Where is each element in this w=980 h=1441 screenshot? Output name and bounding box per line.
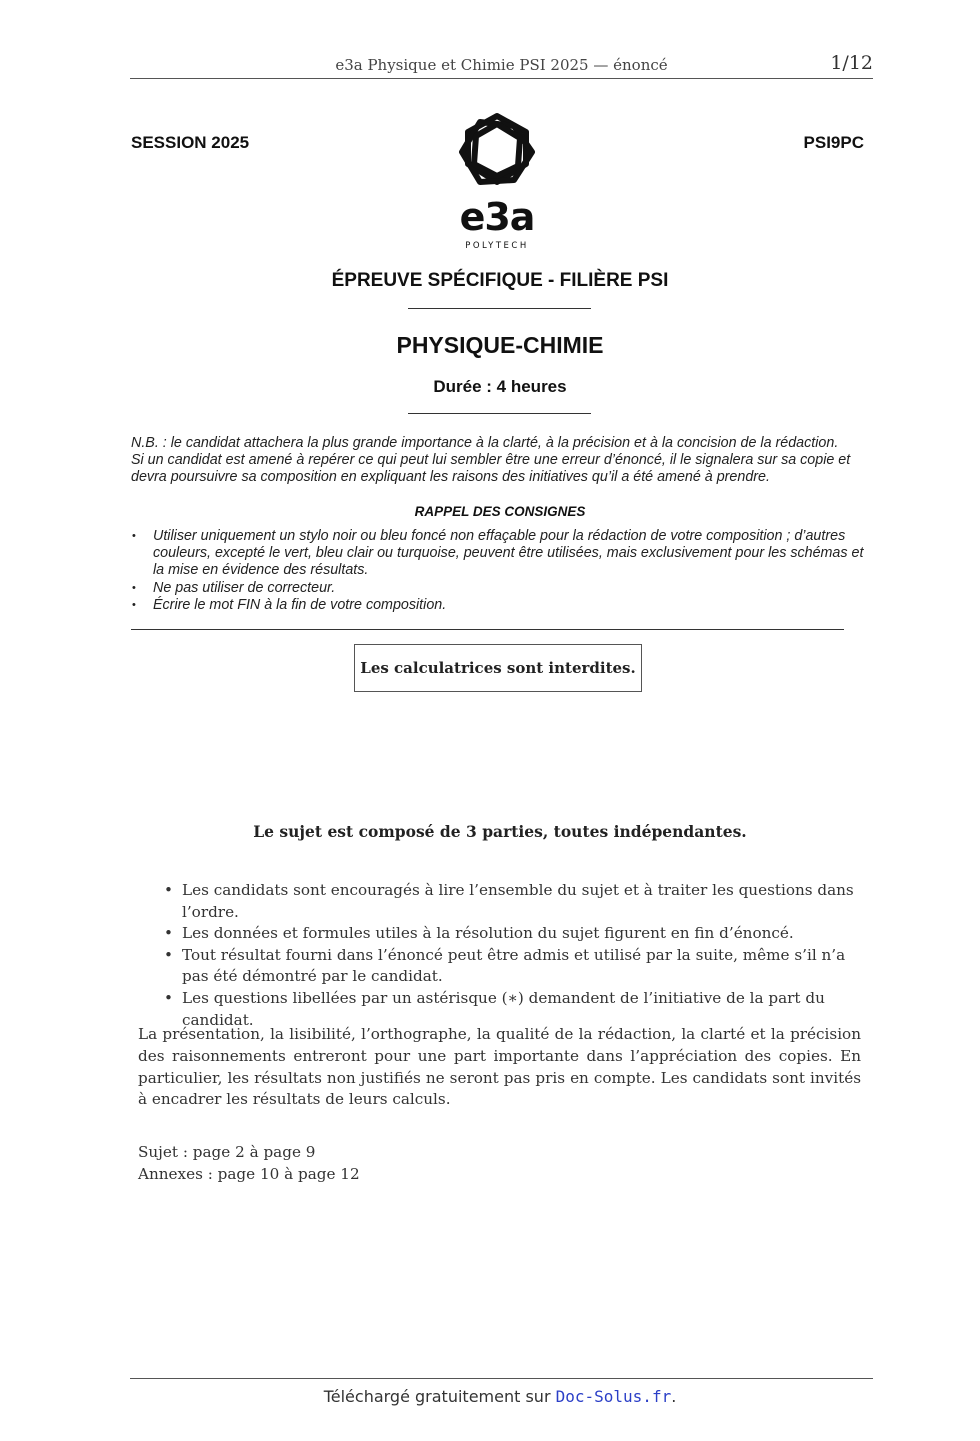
rule-text: Les données et formules utiles à la résolution du sujet figurent en fin d’énoncé. <box>182 924 794 943</box>
consigne-text: Écrire le mot FIN à la fin de votre composition. <box>153 596 447 613</box>
consignes-list <box>131 528 876 614</box>
rule-text: Les questions libellées par un astérisque (∗) demandent de l’initiative de la part du candidat. <box>182 988 825 1029</box>
consigne-item <box>131 597 876 614</box>
logo-wordmark: e3a <box>459 195 535 239</box>
bullet-icon: • <box>132 530 136 542</box>
rule-item <box>162 945 867 988</box>
calculators-notice-box: Les calculatrices sont interdites. <box>354 644 642 692</box>
nb-line: N.B. : le candidat attachera la plus grande importance à la clarté, à la précision et à la concision de la rédaction. <box>131 435 839 451</box>
footer <box>0 1387 980 1406</box>
rule-item <box>162 923 867 945</box>
rule-text: Les candidats sont encouragés à lire l’ensemble du sujet et à traiter les questions dans l’ordre. <box>182 881 854 921</box>
divider-long <box>131 629 844 630</box>
consigne-text: Ne pas utiliser de correcteur. <box>153 579 336 596</box>
footer-text: Téléchargé gratuitement sur <box>323 1387 556 1406</box>
page-ranges <box>138 1142 360 1186</box>
bullet-icon: • <box>132 581 136 594</box>
page-number: 1/12 <box>830 52 873 74</box>
bullet-icon: • <box>164 881 173 899</box>
duration-label: Durée : 4 heures <box>433 377 567 396</box>
nb-notice <box>131 435 876 486</box>
nb-line: Si un candidat est amené à repérer ce qui peut lui sembler être une erreur d’énoncé, il le signalera sur sa copie et devra poursuivre sa composition en expliquant les raisons des initiatives qu’il a été amené à prendre. <box>131 452 851 485</box>
subject-title: PHYSIQUE-CHIMIE <box>396 332 604 358</box>
running-title: e3a Physique et Chimie PSI 2025 — énoncé <box>335 56 668 74</box>
bullet-icon: • <box>164 945 173 964</box>
rule-item <box>162 880 867 923</box>
logo-mark-icon <box>456 112 538 190</box>
running-header <box>130 52 873 79</box>
consigne-text: Utiliser uniquement un stylo noir ou bleu foncé non effaçable pour la rédaction de votre composition ; d’autres couleurs, excepté le vert, bleu clair ou turquoise, peuvent être utilisées, mais exclusivement pour les schémas et la mise en évidence des résultats. <box>153 528 864 579</box>
bullet-icon: • <box>164 924 173 943</box>
doc-solus-link[interactable]: Doc-Solus.fr <box>555 1387 672 1406</box>
footer-divider <box>130 1378 873 1379</box>
footer-end: . <box>671 1387 677 1406</box>
session-label: SESSION 2025 <box>131 133 250 152</box>
consigne-item <box>131 528 876 580</box>
e3a-polytech-logo <box>445 110 555 255</box>
parts-notice: Le sujet est composé de 3 parties, toutes indépendantes. <box>253 822 747 841</box>
presentation-paragraph: La présentation, la lisibilité, l’orthographe, la qualité de la rédaction, la clarté et la précision des raisonnements entreront pour une part importante dans l’appréciation des copies. En particulier, les résultats non justifiés ne seront pas pris en compte. Les candidats sont invités à encadrer les résultats de leurs calculs. <box>138 1025 861 1109</box>
bullet-icon: • <box>132 598 136 611</box>
annexes-pages: Annexes : page 10 à page 12 <box>138 1164 360 1183</box>
divider-short <box>408 413 591 414</box>
consignes-title: RAPPEL DES CONSIGNES <box>414 504 586 519</box>
subject-pages: Sujet : page 2 à page 9 <box>138 1143 316 1161</box>
consigne-item <box>131 580 876 597</box>
bullet-icon: • <box>164 988 173 1007</box>
logo-subtitle: POLYTECH <box>465 241 529 251</box>
rule-text: Tout résultat fourni dans l’énoncé peut être admis et utilisé par la suite, même s’il n’a pas été démontré par le candidat. <box>182 945 846 986</box>
rules-list <box>162 880 867 1031</box>
divider-short <box>408 308 591 309</box>
exam-kind-title: ÉPREUVE SPÉCIFIQUE - FILIÈRE PSI <box>331 270 669 291</box>
exam-code: PSI9PC <box>803 133 864 152</box>
